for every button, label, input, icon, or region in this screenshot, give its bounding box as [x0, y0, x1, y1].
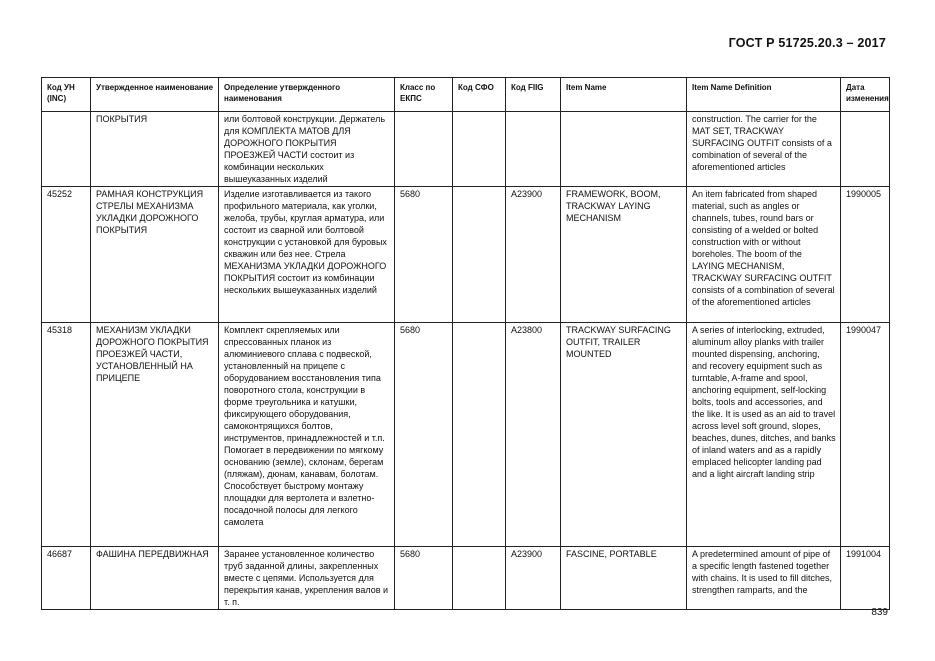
cell-item-definition: construction. The carrier for the MAT SET, TRACKWAY SURFACING OUTFIT consists of a combination of several of the aforementioned articles [687, 112, 841, 187]
cell-approved-name: МЕХАНИЗМ УКЛАДКИ ДОРОЖНОГО ПОКРЫТИЯ ПРОЕЗЖЕЙ ЧАСТИ, УСТАНОВЛЕННЫЙ НА ПРИЦЕПЕ [91, 323, 219, 547]
column-header-sfo-code: Код СФО [453, 78, 506, 112]
header-row [42, 78, 890, 112]
cell-item-name [561, 112, 687, 187]
document-header: ГОСТ Р 51725.20.3 – 2017 [728, 36, 886, 50]
table-header [42, 78, 890, 112]
column-header-fiig-code: Код FIIG [506, 78, 561, 112]
cell-change-date: 1991004 [841, 547, 890, 610]
cell-approved-name: ПОКРЫТИЯ [91, 112, 219, 187]
cell-definition: Комплект скрепляемых или спрессованных планок из алюминиевого сплава с подвеской, установленный на прицепе с оборудованием восстановления типа поворотного стола, конструкции в форме треугольника и катушки, фиксирующего оборудования, самоконтрящихся болтов, инструментов, принадлежностей и т.п. Помогает в передвижении по мягкому основанию (земле), склонам, берегам (пляжам), дюнам, канавам, болотам. Способствует быстрому монтажу площадки для вертолета и взлетно-посадочной полосы для легкого самолета [219, 323, 395, 547]
cell-ekps-class [395, 112, 453, 187]
column-header-approved-name: Утвержденное наименование [91, 78, 219, 112]
page-number: 839 [871, 607, 888, 618]
column-header-item-name: Item Name [561, 78, 687, 112]
cell-sfo-code [453, 187, 506, 323]
cell-approved-name: ФАШИНА ПЕРЕДВИЖНАЯ [91, 547, 219, 610]
cell-inc: 45252 [42, 187, 91, 323]
column-header-inc: Код УН (INC) [42, 78, 91, 112]
cell-definition: или болтовой конструкции. Держатель для КОМПЛЕКТА МАТОВ ДЛЯ ДОРОЖНОГО ПОКРЫТИЯ ПРОЕЗЖЕЙ ЧАСТИ состоит из комбинации нескольких вышеуказанных изделий [219, 112, 395, 187]
cell-definition: Заранее установленное количество труб заданной длины, закрепленных вместе с цепями. Используется для перекрытия канав, укрепления валов и т. п. [219, 547, 395, 610]
column-header-change-date: Дата изменения [841, 78, 890, 112]
cell-fiig-code [506, 112, 561, 187]
cell-fiig-code: A23900 [506, 547, 561, 610]
cell-inc: 46687 [42, 547, 91, 610]
cell-inc [42, 112, 91, 187]
cell-item-definition: A series of interlocking, extruded, aluminum alloy planks with trailer mounted dispensing, anchoring, and recovery equipment such as turntable, A-frame and spool, anchoring equipment, self-locking bolts, tools and accessories, and the like. It is used as an aid to travel across level soft ground, slopes, beaches, dunes, ditches, and banks of inland waters and as a rapidly emplaced helicopter landing pad and a light aircraft landing strip [687, 323, 841, 547]
cell-item-definition: An item fabricated from shaped material, such as angles or channels, tubes, round bars or consisting of a welded or bolted construction with or without boreholes. The boom of the LAYING MECHANISM, TRACKWAY SURFACING OUTFIT consists of a combination of several of the aforementioned articles [687, 187, 841, 323]
cell-ekps-class: 5680 [395, 547, 453, 610]
classification-table [41, 77, 890, 610]
cell-ekps-class: 5680 [395, 187, 453, 323]
cell-fiig-code: A23800 [506, 323, 561, 547]
cell-change-date: 1990047 [841, 323, 890, 547]
cell-definition: Изделие изготавливается из такого профильного материала, как уголки, желоба, трубы, круглая арматура, или состоит из сварной или болтовой конструкции с установкой для буровых скважин или без нее. Стрела МЕХАНИЗМА УКЛАДКИ ДОРОЖНОГО ПОКРЫТИЯ состоит из комбинации нескольких вышеуказанных изделий [219, 187, 395, 323]
cell-item-name: FASCINE, PORTABLE [561, 547, 687, 610]
cell-item-definition: A predetermined amount of pipe of a specific length fastened together with chains. It is used to fill ditches, strengthen ramparts, and the [687, 547, 841, 610]
cell-change-date: 1990005 [841, 187, 890, 323]
table-body [42, 112, 890, 610]
table-row [42, 187, 890, 323]
cell-change-date [841, 112, 890, 187]
cell-ekps-class: 5680 [395, 323, 453, 547]
cell-sfo-code [453, 323, 506, 547]
cell-sfo-code [453, 112, 506, 187]
table-row [42, 547, 890, 610]
cell-approved-name: РАМНАЯ КОНСТРУКЦИЯ СТРЕЛЫ МЕХАНИЗМА УКЛАДКИ ДОРОЖНОГО ПОКРЫТИЯ [91, 187, 219, 323]
cell-item-name: FRAMEWORK, BOOM, TRACKWAY LAYING MECHANISM [561, 187, 687, 323]
table-row [42, 323, 890, 547]
column-header-item-definition: Item Name Definition [687, 78, 841, 112]
column-header-ekps-class: Класс по ЕКПС [395, 78, 453, 112]
cell-sfo-code [453, 547, 506, 610]
table-row [42, 112, 890, 187]
cell-fiig-code: A23900 [506, 187, 561, 323]
cell-inc: 45318 [42, 323, 91, 547]
column-header-definition: Определение утвержденного наименования [219, 78, 395, 112]
cell-item-name: TRACKWAY SURFACING OUTFIT, TRAILER MOUNTED [561, 323, 687, 547]
